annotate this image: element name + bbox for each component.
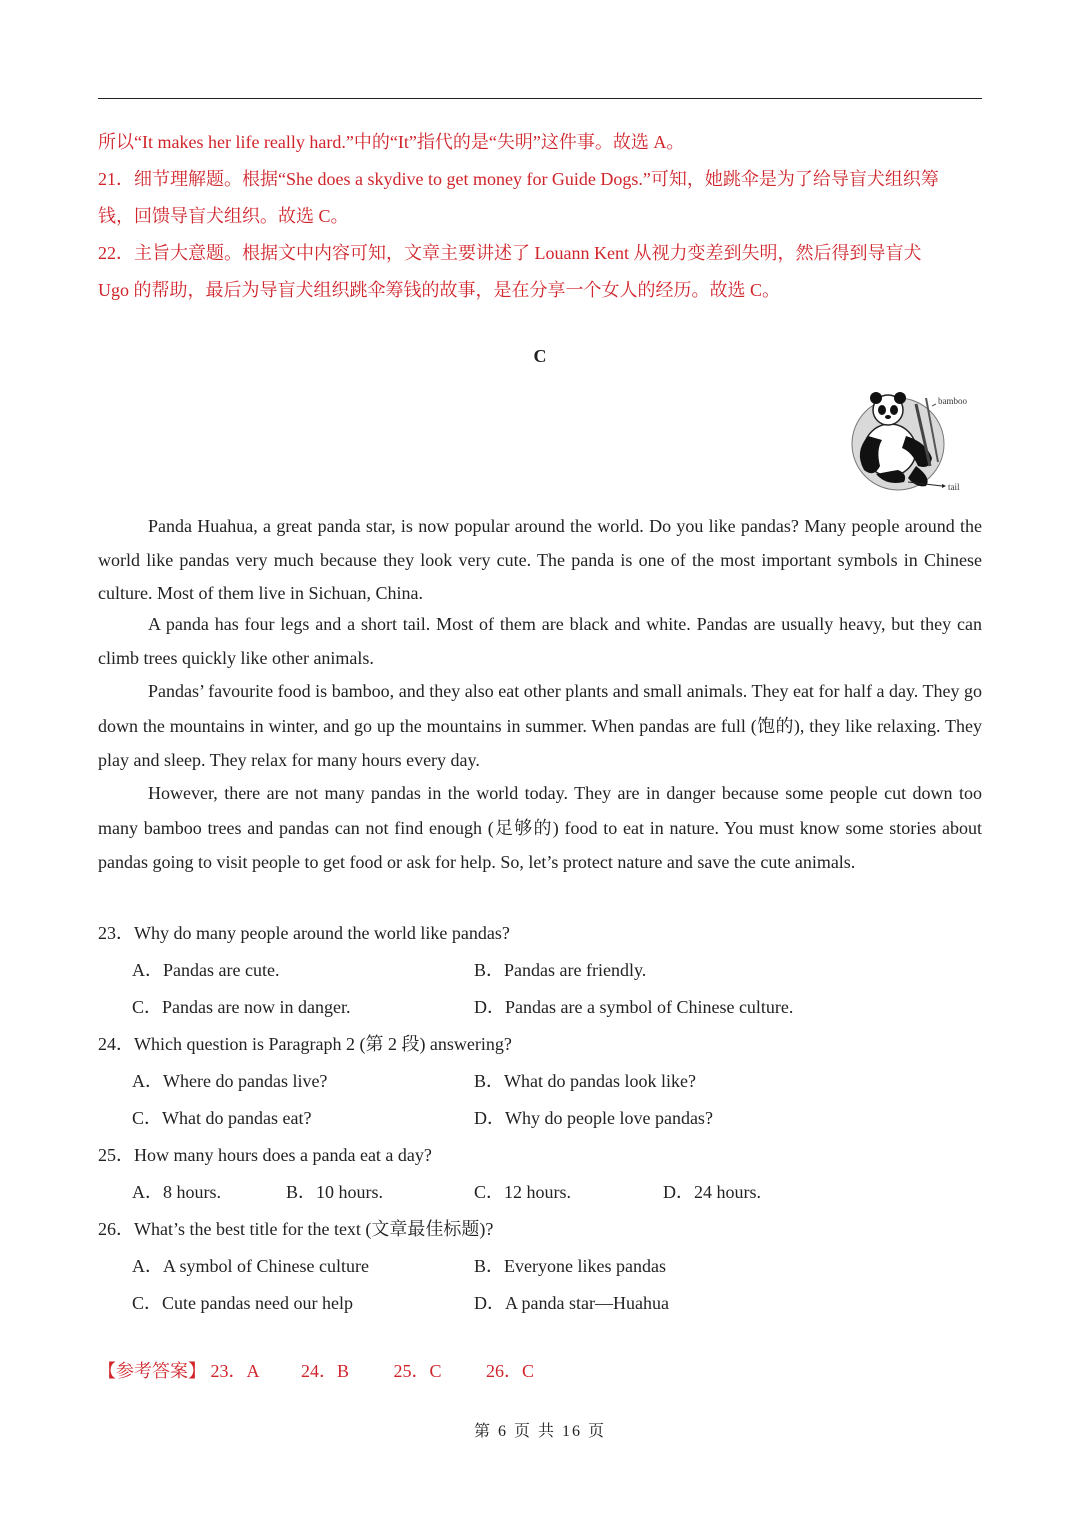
question-23-option-a: A．Pandas are cute. [132,960,280,980]
question-25-option-a: A．8 hours. [132,1182,221,1202]
bamboo-label: bamboo [938,396,967,406]
analysis-q21-line-2: 钱，回馈导盲犬组织。故选 C。 [98,206,349,226]
answer-24: 24．B [301,1361,350,1381]
question-24-option-b: B．What do pandas look like? [474,1071,696,1091]
question-24-option-a: A．Where do pandas live? [132,1071,328,1091]
question-26-option-d: D．A panda star—Huahua [474,1293,669,1313]
answer-key [98,1357,534,1383]
analysis-q22-line-1: 22．主旨大意题。根据文中内容可知，文章主要讲述了 Louann Kent 从视力变差到失明，然后得到导盲犬 [98,243,922,263]
question-26-option-c: C．Cute pandas need our help [132,1293,353,1313]
answer-25: 25．C [393,1361,442,1381]
question-24-option-c: C．What do pandas eat? [132,1108,312,1128]
answer-26: 26．C [486,1361,535,1381]
question-23-option-b: B．Pandas are friendly. [474,960,647,980]
tail-label: tail [948,482,960,492]
passage-paragraph-4: However, there are not many pandas in the world today. They are in danger because some people cut down too many bamboo trees and pandas can not find enough (足够的) food to eat in nature. You must know some stories about pandas going to visit people to get food or ask for help. So, let’s protect nature and save the cute animals. [98,783,982,872]
analysis-line-1: 所以“It makes her life really hard.”中的“It”指代的是“失明”这件事。故选 A。 [98,132,685,152]
passage-paragraph-3: Pandas’ favourite food is bamboo, and they also eat other plants and small animals. They eat for half a day. They go down the mountains in winter, and go up the mountains in summer. When pandas are full (饱的), they like relaxing. They play and sleep. They relax for many hours every day. [98,681,982,770]
question-26-option-a: A．A symbol of Chinese culture [132,1256,369,1276]
section-heading: C [533,346,547,366]
question-23-option-d: D．Pandas are a symbol of Chinese culture. [474,997,794,1017]
question-26-option-b: B．Everyone likes pandas [474,1256,666,1276]
question-26-stem: 26．What’s the best title for the text (文章最佳标题)? [98,1219,494,1239]
panda-illustration [846,386,976,496]
question-24-stem: 24．Which question is Paragraph 2 (第 2 段) answering? [98,1034,512,1054]
analysis-q22-line-2: Ugo 的帮助，最后为导盲犬组织跳伞筹钱的故事，是在分享一个女人的经历。故选 C。 [98,280,781,300]
question-23-stem: 23．Why do many people around the world like pandas? [98,923,510,943]
question-25-option-d: D．24 hours. [663,1182,761,1202]
page-footer: 第 6 页 共 16 页 [473,1423,606,1440]
question-25-option-c: C．12 hours. [474,1182,572,1202]
question-23-option-c: C．Pandas are now in danger. [132,997,351,1017]
analysis-q21-line-1: 21．细节理解题。根据“She does a skydive to get money for Guide Dogs.”可知，她跳伞是为了给导盲犬组织筹 [98,169,939,189]
passage-paragraph-1: Panda Huahua, a great panda star, is now popular around the world. Do you like pandas? Many people around the world like pandas very much because they look very cute. The panda is one of the most important symbols in Chinese culture. Most of them live in Sichuan, China. [98,516,982,603]
passage-paragraph-2: A panda has four legs and a short tail. Most of them are black and white. Pandas are usually heavy, but they can climb trees quickly like other animals. [98,614,982,668]
question-25-stem: 25．How many hours does a panda eat a day? [98,1145,432,1165]
answer-23: 23．A [210,1361,260,1381]
header-rule [98,98,982,99]
question-24-option-d: D．Why do people love pandas? [474,1108,713,1128]
answer-key-label: 【参考答案】 [98,1361,206,1381]
question-25-option-b: B．10 hours. [286,1182,384,1202]
